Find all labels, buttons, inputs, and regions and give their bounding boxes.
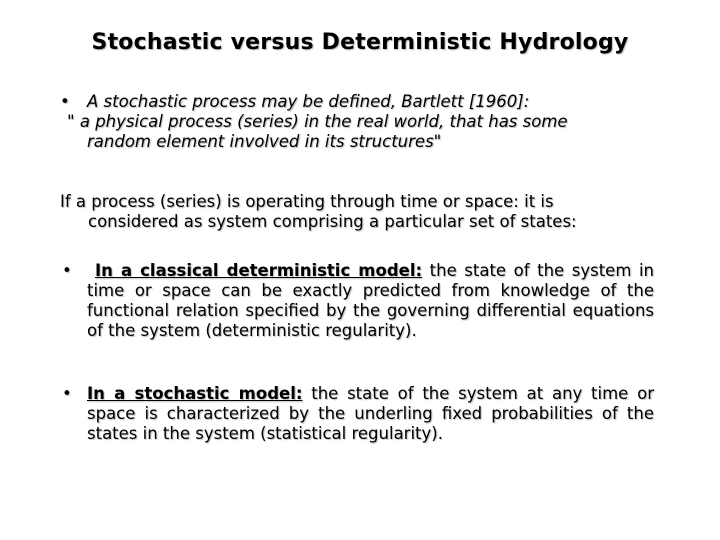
stochastic-model-heading: In a stochastic model: <box>87 384 303 403</box>
stochastic-model-text: the state of the system at any time or space is characterized by the underling fixed probabilities of the states in the system (statistical regularity). <box>87 384 654 443</box>
stochastic-model-item <box>62 384 654 444</box>
definition-bullet: • <box>60 92 70 111</box>
stochastic-bullet: • <box>62 384 72 403</box>
deterministic-model-body <box>87 261 654 341</box>
definition-line-1: A stochastic process may be defined, Bartlett [1960]: <box>87 92 530 111</box>
states-paragraph <box>60 192 658 232</box>
stochastic-model-body <box>87 384 654 444</box>
definition-quote-line-2: random element involved in its structures" <box>87 132 442 151</box>
states-paragraph-line-2: considered as system comprising a particular set of states: <box>88 212 577 231</box>
deterministic-model-text: the state of the system in time or space can be exactly predicted from knowledge of the functional relation specified by the governing differential equations of the system (deterministic regularity). <box>87 261 654 340</box>
slide-title: Stochastic versus Deterministic Hydrology <box>91 30 629 55</box>
definition-block <box>60 92 660 152</box>
deterministic-model-item <box>62 261 654 341</box>
deterministic-model-heading: In a classical deterministic model: <box>95 261 423 280</box>
deterministic-bullet: • <box>62 261 72 280</box>
states-paragraph-line-1: If a process (series) is operating through time or space: it is <box>60 192 554 211</box>
definition-quote-line-1: " a physical process (series) in the real world, that has some <box>67 112 568 131</box>
